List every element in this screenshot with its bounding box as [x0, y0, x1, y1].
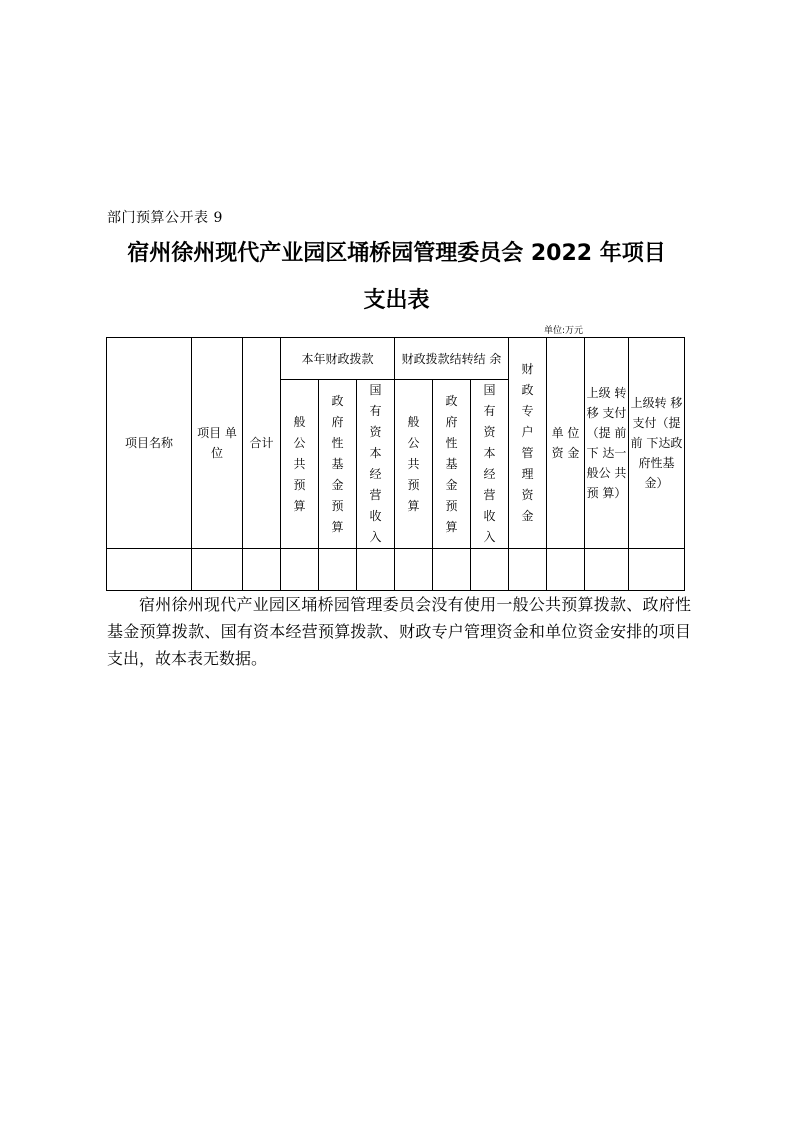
table-cell [281, 549, 319, 591]
table-cell [319, 549, 357, 591]
header-carry-general-budget: 般公共预算 [395, 380, 433, 549]
header-general-budget: 般公共预算 [281, 380, 319, 549]
page-title-continued: 支出表 [363, 288, 430, 313]
header-unit-funds: 单 位 资 金 [547, 338, 585, 549]
table-row [107, 549, 685, 591]
header-carry-state-capital: 国有资本经营收入 [471, 380, 509, 549]
table-cell [629, 549, 685, 591]
table-cell [433, 549, 471, 591]
page-label: 部门预算公开表 9 [107, 210, 223, 226]
header-superior-fund: 上级转 移支付（提前 下达政府性基金） [629, 338, 685, 549]
header-project-unit: 项目 单位 [192, 338, 243, 549]
table-cell [192, 549, 243, 591]
table-cell [509, 549, 547, 591]
unit-label: 单位:万元 [544, 326, 584, 336]
table-cell [107, 549, 192, 591]
header-total: 合计 [243, 338, 281, 549]
header-fund-budget: 政府性基金预算 [319, 380, 357, 549]
table-cell [585, 549, 629, 591]
table-cell [357, 549, 395, 591]
header-carryover-group: 财政拨款结转结 余 [395, 338, 509, 380]
table-cell [547, 549, 585, 591]
header-carry-fund-budget: 政府性基金预算 [433, 380, 471, 549]
header-current-year-group: 本年财政拨款 [281, 338, 395, 380]
header-state-capital: 国有资本经营收入 [357, 380, 395, 549]
explanation-note: 宿州徐州现代产业园区埇桥园管理委员会没有使用一般公共预算拨款、政府性基金预算拨款、国有资本经营预算拨款、财政专户管理资金和单位资金安排的项目支出，故本表无数据。 [107, 595, 691, 668]
page-title: 宿州徐州现代产业园区埇桥园管理委员会 2022 年项目 [127, 241, 666, 266]
table-cell [243, 549, 281, 591]
header-special-account: 财政专户管理资金 [509, 338, 547, 549]
header-superior-general: 上级 转移 支付（提 前下 达一般公 共预 算） [585, 338, 629, 549]
project-expenditure-table [106, 337, 685, 591]
table-cell [395, 549, 433, 591]
table-cell [471, 549, 509, 591]
header-project-name: 项目名称 [107, 338, 192, 549]
